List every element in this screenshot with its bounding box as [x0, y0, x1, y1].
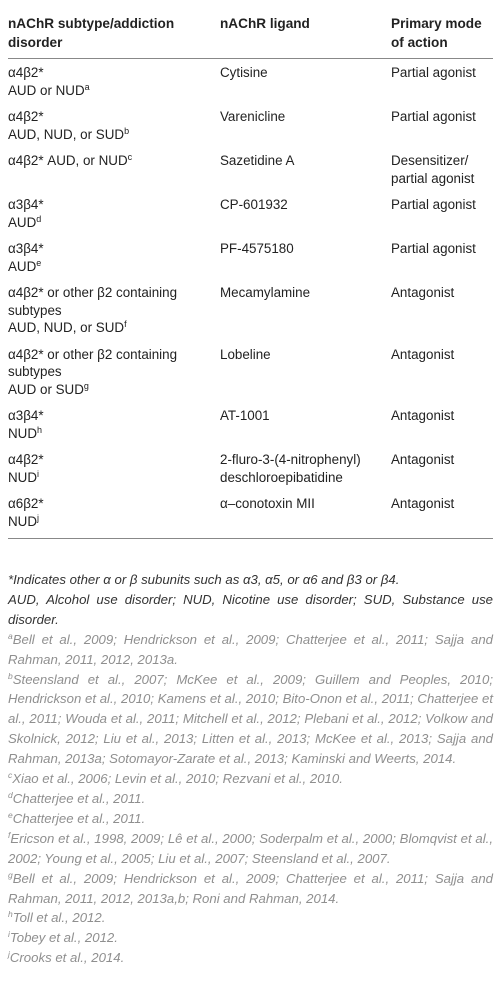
cell-mode: Desensitizer/ partial agonist — [391, 153, 475, 186]
footnote-ref-c — [8, 769, 493, 789]
footnote-marker: j — [8, 949, 10, 960]
table-row — [8, 191, 493, 235]
cell-mode: Partial agonist — [391, 241, 476, 256]
table-row — [8, 59, 493, 104]
footnote-marker: f — [8, 829, 11, 840]
subtype-text: α3β4* — [8, 408, 44, 423]
footnote-ref-i — [8, 928, 493, 948]
footnote-text: Xiao et al., 2006; Levin et al., 2010; Rezvani et al., 2010. — [12, 771, 343, 787]
cell-subtype — [8, 59, 220, 104]
footnote-text: Tobey et al., 2012. — [9, 930, 118, 946]
cell-subtype — [8, 279, 220, 341]
table-header — [8, 8, 493, 59]
cell-subtype — [8, 235, 220, 279]
subtype-text: α4β2* AUD, or NUD — [8, 153, 128, 168]
table-footnotes — [8, 570, 493, 968]
disorder-text: AUD — [8, 258, 37, 274]
cell-mode: Partial agonist — [391, 197, 476, 212]
cell-subtype — [8, 446, 220, 490]
table-row — [8, 103, 493, 147]
footnote-marker: c — [8, 770, 13, 781]
cell-ligand: Cytisine — [220, 65, 268, 80]
footnote-marker: i — [8, 929, 10, 940]
footnote-marker: e — [8, 809, 13, 820]
cell-ligand: PF-4575180 — [220, 241, 294, 256]
cell-mode: Antagonist — [391, 490, 493, 539]
table-row — [8, 279, 493, 341]
table-row — [8, 446, 493, 490]
cell-ligand: α–conotoxin MII — [220, 490, 391, 539]
cell-ligand: AT-1001 — [220, 408, 270, 423]
footnote-ref: h — [37, 424, 43, 435]
footnote-text: Ericson et al., 1998, 2009; Lê et al., 2000; Soderpalm et al., 2000; Blomqvist et al., 2002; Young et al., 2005; Liu et al., 2007; Steensland et al., 2007. — [8, 830, 493, 866]
cell-mode: Partial agonist — [391, 109, 476, 124]
footnote-ref: c — [127, 152, 133, 162]
footnote-ref-b — [8, 670, 493, 770]
disorder-text: NUD — [8, 513, 38, 529]
footnote-ref: f — [124, 319, 127, 329]
nachr-ligand-table — [8, 8, 493, 539]
footnote-text: Chatterjee et al., 2011. — [12, 790, 146, 806]
footnote-marker: d — [8, 789, 13, 800]
table-row — [8, 147, 493, 191]
disorder-text: AUD — [8, 214, 37, 230]
footnote-ref: e — [36, 257, 42, 268]
cell-mode: Partial agonist — [391, 65, 476, 80]
disorder-text: AUD or SUD — [8, 381, 84, 397]
subtype-text: α4β2* — [8, 65, 44, 80]
table-body — [8, 59, 493, 539]
footnote-marker: h — [8, 909, 13, 920]
cell-subtype — [8, 490, 220, 539]
cell-ligand: Lobeline — [220, 346, 271, 362]
cell-subtype — [8, 402, 220, 446]
footnote-ref-j — [8, 948, 493, 968]
cell-ligand: CP-601932 — [220, 197, 288, 212]
cell-ligand: Mecamylamine — [220, 285, 311, 300]
subtype-text: α4β2* or other β2 containing subtypes — [8, 285, 178, 318]
subtype-text: α4β2* or other β2 containing subtypes — [8, 346, 178, 379]
footnote-text: Bell et al., 2009; Hendrickson et al., 2009; Chatterjee et al., 2011; Sajja and Rahman, 2011, 2012, 2013a,b; Roni and Rahman, 2014. — [8, 870, 493, 906]
disorder-text: AUD or NUD — [8, 82, 85, 98]
footnote-text: Crooks et al., 2014. — [9, 950, 125, 966]
footnote-text: Steensland et al., 2007; McKee et al., 2009; Guillem and Peoples, 2010; Hendrickson et al., 2010; Kamens et al., 2010; Bito-Onon et al., 2011; Chatterjee et al., 2011; Wouda et al., 2011; Mitchell et al., 2012; Plebani et al., 2012; Volkow and Skolnick, 2012; Liu et al., 2013; Litten et al., 2013; McKee et al., 2013; Sajja and Rahman, 2013a; Sotomayor-Zarate et al., 2013; Kaminski and Weerts, 2014. — [8, 671, 493, 767]
cell-ligand: 2-fluro-3-(4-nitrophenyl) deschloroepibatidine — [220, 452, 361, 485]
footnote-abbreviations: AUD, Alcohol use disorder; NUD, Nicotine use disorder; SUD, Substance use disorder. — [8, 591, 493, 627]
footnote-text: Toll et al., 2012. — [12, 910, 106, 926]
footnote-ref-d — [8, 789, 493, 809]
footnote-ref: j — [37, 512, 40, 523]
footnote-marker: g — [8, 869, 13, 880]
cell-subtype — [8, 191, 220, 235]
cell-subtype — [8, 341, 220, 403]
subtype-text: α3β4* — [8, 241, 44, 256]
footnote-ref: b — [124, 125, 130, 136]
footnote-text: Bell et al., 2009; Hendrickson et al., 2009; Chatterjee et al., 2011; Sajja and Rahman, 2011, 2012, 2013a. — [8, 631, 493, 667]
header-ligand: nAChR ligand — [220, 8, 391, 59]
disorder-text: AUD, NUD, or SUD — [8, 320, 125, 335]
subtype-text: α4β2* — [8, 109, 44, 124]
footnote-text: Chatterjee et al., 2011. — [12, 810, 146, 826]
cell-ligand: Varenicline — [220, 109, 286, 124]
disorder-text: NUD — [8, 425, 38, 441]
footnote-ref-h — [8, 908, 493, 928]
footnote-ref: g — [83, 380, 89, 391]
cell-mode: Antagonist — [391, 346, 455, 362]
disorder-text: AUD, NUD, or SUD — [8, 126, 125, 142]
table-row — [8, 490, 493, 539]
table-row — [8, 402, 493, 446]
header-mode: Primary mode of action — [391, 8, 493, 59]
cell-subtype — [8, 103, 220, 147]
header-subtype: nAChR subtype/addiction disorder — [8, 8, 220, 59]
footnote-ref: d — [36, 213, 42, 224]
disorder-text: NUD — [8, 469, 38, 485]
cell-subtype — [8, 147, 220, 191]
footnote-marker: b — [8, 670, 13, 681]
cell-mode: Antagonist — [391, 408, 455, 423]
subtype-text: α6β2* — [8, 496, 44, 511]
footnote-star: *Indicates other α or β subunits such as α3, α5, or α6 and β3 or β4. — [8, 572, 400, 587]
cell-ligand: Sazetidine A — [220, 153, 295, 168]
footnote-ref-e — [8, 809, 493, 829]
subtype-text: α3β4* — [8, 197, 44, 212]
footnote-ref-g — [8, 869, 493, 909]
table-row — [8, 235, 493, 279]
table-row — [8, 341, 493, 403]
subtype-text: α4β2* — [8, 452, 44, 467]
footnote-ref-a — [8, 630, 493, 670]
footnote-ref-f — [8, 829, 493, 869]
footnote-marker: a — [8, 630, 13, 641]
footnote-ref: i — [37, 468, 40, 479]
cell-mode: Antagonist — [391, 452, 455, 467]
footnote-ref: a — [84, 81, 90, 92]
cell-mode: Antagonist — [391, 285, 455, 300]
